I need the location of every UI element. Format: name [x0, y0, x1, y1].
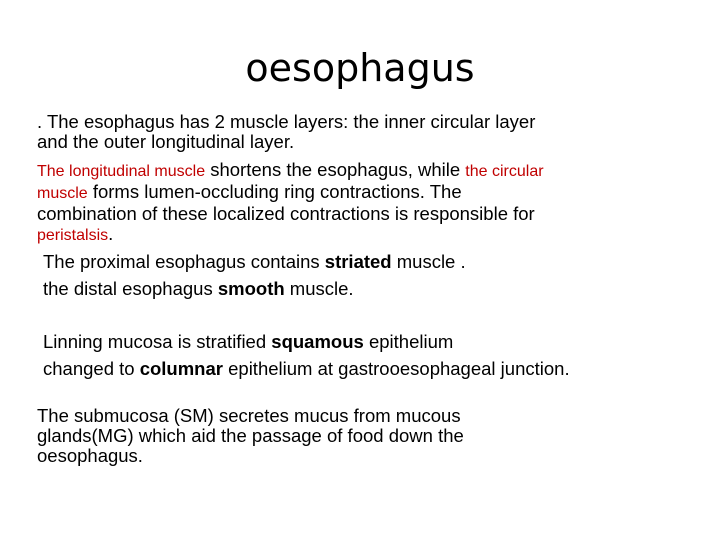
paragraph-submucosa: [37, 406, 464, 466]
text-line: [43, 275, 466, 302]
text-line: glands(MG) which aid the passage of food down the: [37, 425, 464, 446]
paragraph-muscle-layers: [37, 112, 535, 152]
text-segment: muscle .: [391, 251, 466, 272]
highlight-circular-muscle: the circular: [465, 163, 544, 180]
text-line: [37, 224, 544, 246]
text-segment: forms lumen-occluding ring contractions. The: [87, 181, 462, 202]
text-line: [43, 248, 466, 275]
text-line: [37, 182, 544, 204]
text-segment: Linning mucosa is stratified: [43, 331, 272, 352]
slide-title: oesophagus: [245, 46, 475, 90]
bold-term-columnar: columnar: [139, 358, 223, 379]
text-line: oesophagus.: [37, 445, 143, 466]
text-segment: the distal esophagus: [43, 278, 218, 299]
text-segment: shortens the esophagus, while: [205, 159, 466, 180]
text-line: and the outer longitudinal layer.: [37, 131, 295, 152]
text-segment: muscle.: [284, 278, 354, 299]
text-line: [43, 328, 570, 355]
text-line: The submucosa (SM) secretes mucus from mucous: [37, 405, 461, 426]
highlight-longitudinal-muscle: The longitudinal muscle: [37, 163, 206, 180]
bold-term-smooth: smooth: [217, 278, 285, 299]
text-line: combination of these localized contractions is responsible for: [37, 203, 535, 224]
bold-term-striated: striated: [324, 251, 392, 272]
bold-term-squamous: squamous: [271, 331, 364, 352]
paragraph-contractions: [37, 160, 544, 246]
text-segment: epithelium at gastrooesophageal junction.: [222, 358, 570, 379]
text-segment: .: [108, 223, 114, 244]
text-segment: epithelium: [363, 331, 454, 352]
highlight-muscle: muscle: [37, 185, 88, 202]
text-line: [37, 160, 544, 182]
text-segment: changed to: [43, 358, 140, 379]
paragraph-mucosa: [43, 328, 570, 382]
text-segment: The proximal esophagus contains: [43, 251, 325, 272]
text-line: [43, 355, 570, 382]
text-line: . The esophagus has 2 muscle layers: the inner circular layer: [37, 111, 536, 132]
highlight-peristalsis: peristalsis: [37, 227, 109, 244]
paragraph-muscle-types: [43, 248, 466, 302]
